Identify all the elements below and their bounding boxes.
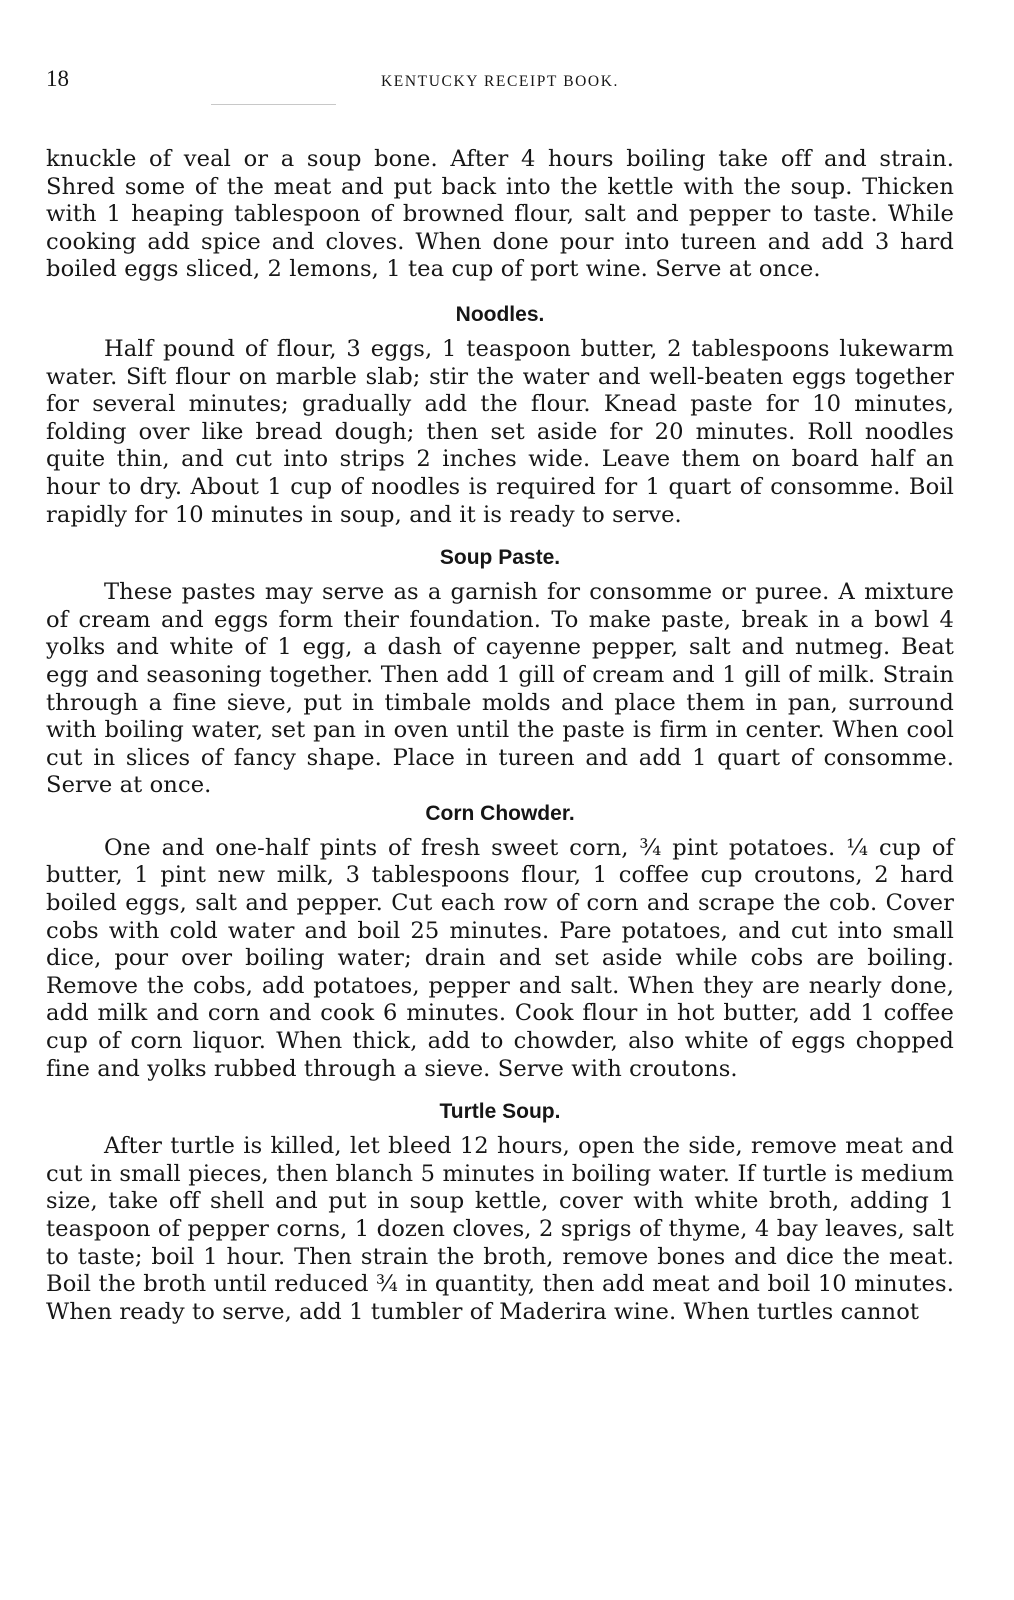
header-rule [211, 104, 336, 105]
book-page [46, 60, 954, 1326]
recipe-title-turtle-soup: Turtle Soup. [439, 1100, 561, 1124]
recipe-title-corn-chowder: Corn Chowder. [425, 801, 575, 825]
continued-paragraph: knuckle of veal or a soup bone. After 4 hours boiling take off and strain. Shred some of the meat and put back into the kettle with the soup. Thicken with 1 heaping tablespoon of browned flour, salt and pepper to taste. While cooking add spice and cloves. When done pour into tureen and add 3 hard boiled eggs sliced, 2 lemons, 1 tea cup of port wine. Serve at once. [46, 146, 954, 283]
recipe-text-noodles: Half pound of flour, 3 eggs, 1 teaspoon butter, 2 tablespoons lukewarm water. Sift flour on marble slab; stir the water and well-beaten eggs together for several minutes; gradually add the flour. Knead paste for 10 minutes, folding over like bread dough; then set aside for 20 minutes. Roll noodles quite thin, and cut into strips 2 inches wide. Leave them on board half an hour to dry. About 1 cup of noodles is required for 1 quart of consomme. Boil rapidly for 10 minutes in soup, and it is ready to serve. [46, 335, 954, 528]
page-number: 18 [46, 66, 69, 91]
recipe-title-noodles: Noodles. [455, 302, 545, 326]
running-head [46, 60, 954, 94]
recipe-text-soup-paste: These pastes may serve as a garnish for consomme or puree. A mixture of cream and eggs form their foundation. To make paste, break in a bowl 4 yolks and white of 1 egg, a dash of cayenne pepper, salt and nutmeg. Beat egg and seasoning together. Then add 1 gill of cream and 1 gill of milk. Strain through a fine sieve, put in timbale molds and place them in pan, surround with boiling water, set pan in oven until the paste is firm in center. When cool cut in slices of fancy shape. Place in tureen and add 1 quart of consomme. Serve at once. [46, 579, 954, 799]
page-body [46, 94, 954, 1326]
book-title: KENTUCKY RECEIPT BOOK. [381, 73, 619, 90]
recipe-title-soup-paste: Soup Paste. [439, 546, 561, 570]
recipe-text-corn-chowder: One and one-half pints of fresh sweet corn, ¾ pint potatoes. ¼ cup of butter, 1 pint new milk, 3 tablespoons flour, 1 coffee cup croutons, 2 hard boiled eggs, salt and pepper. Cut each row of corn and scrape the cob. Cover cobs with cold water and boil 25 minutes. Pare potatoes, and cut into small dice, pour over boiling water; drain and set aside while cobs are boiling. Remove the cobs, add potatoes, pepper and salt. When they are nearly done, add milk and corn and cook 6 minutes. Cook flour in hot butter, add 1 coffee cup of corn liquor. When thick, add to chowder, also white of eggs chopped fine and yolks rubbed through a sieve. Serve with croutons. [46, 834, 954, 1082]
recipe-text-turtle-soup: After turtle is killed, let bleed 12 hours, open the side, remove meat and cut in small pieces, then blanch 5 minutes in boiling water. If turtle is medium size, take off shell and put in soup kettle, cover with white broth, adding 1 teaspoon of pepper corns, 1 dozen cloves, 2 sprigs of thyme, 4 bay leaves, salt to taste; boil 1 hour. Then strain the broth, remove bones and dice the meat. Boil the broth until reduced ¾ in quantity, then add meat and boil 10 minutes. When ready to serve, add 1 tumbler of Maderira wine. When turtles cannot [46, 1133, 954, 1325]
